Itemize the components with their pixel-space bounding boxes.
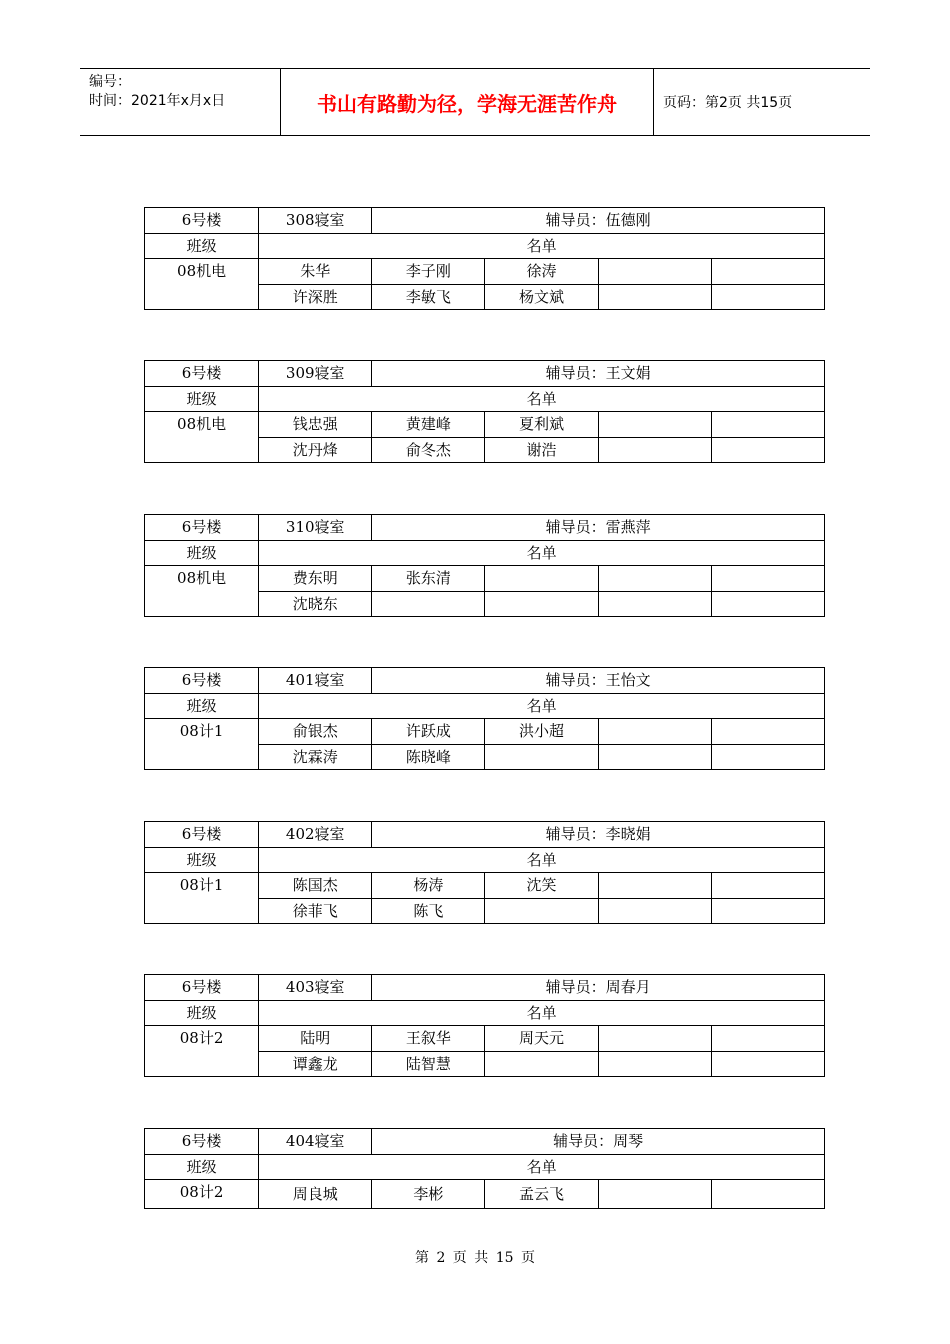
class-name-cell: 08机电 [145,259,259,310]
student-name-cell: 杨涛 [372,873,485,899]
building-cell: 6号楼 [145,208,259,234]
room-number-cell: 308寝室 [259,208,372,234]
student-name-cell: 徐涛 [485,259,598,285]
building-cell: 6号楼 [145,361,259,387]
student-name-cell [598,284,711,310]
names-header-cell: 名单 [259,1154,825,1180]
room-info-row [145,515,825,541]
student-name-cell: 陈国杰 [259,873,372,899]
student-name-cell: 张东清 [372,566,485,592]
student-row [145,412,825,438]
class-header-cell: 班级 [145,386,259,412]
class-header-cell: 班级 [145,540,259,566]
counselor-cell: 辅导员：李晓娟 [372,822,825,848]
class-name-cell: 08计2 [145,1026,259,1077]
student-name-cell [598,873,711,899]
document-number: 编号： [89,74,131,90]
room-number-cell: 401寝室 [259,668,372,694]
header-motto: 书山有路勤为径，学海无涯苦作舟 [281,69,654,135]
class-name-cell: 08机电 [145,412,259,463]
student-name-cell: 杨文斌 [485,284,598,310]
student-name-cell [485,898,598,924]
building-cell: 6号楼 [145,668,259,694]
dorm-room-table [144,360,825,463]
student-name-cell: 沈晓东 [259,591,372,617]
student-name-cell [485,566,598,592]
class-header-cell: 班级 [145,693,259,719]
student-name-cell: 沈丹烽 [259,437,372,463]
student-name-cell [711,744,824,770]
student-name-cell [711,873,824,899]
building-cell: 6号楼 [145,515,259,541]
room-number-cell: 403寝室 [259,975,372,1001]
room-info-row [145,975,825,1001]
student-row [145,873,825,899]
room-info-row [145,361,825,387]
building-cell: 6号楼 [145,975,259,1001]
dorm-room-table [144,207,825,310]
student-name-cell [372,591,485,617]
student-name-cell [711,719,824,745]
student-name-cell [485,1051,598,1077]
names-header-cell: 名单 [259,540,825,566]
class-name-cell: 08计1 [145,873,259,924]
building-cell: 6号楼 [145,822,259,848]
page-header [80,68,870,136]
names-header-cell: 名单 [259,847,825,873]
column-header-row [145,693,825,719]
student-name-cell [598,1026,711,1052]
student-row [145,259,825,285]
names-header-cell: 名单 [259,693,825,719]
student-name-cell [598,1180,711,1209]
header-meta [80,69,281,135]
column-header-row [145,233,825,259]
student-name-cell: 许深胜 [259,284,372,310]
student-name-cell [711,412,824,438]
student-name-cell [598,566,711,592]
student-name-cell [711,1026,824,1052]
student-name-cell: 陈飞 [372,898,485,924]
counselor-cell: 辅导员：雷燕萍 [372,515,825,541]
column-header-row [145,847,825,873]
class-header-cell: 班级 [145,1000,259,1026]
student-name-cell: 陈晓峰 [372,744,485,770]
student-name-cell [711,591,824,617]
student-name-cell [598,259,711,285]
student-name-cell [711,284,824,310]
student-name-cell [711,1051,824,1077]
dorm-room-table [144,514,825,617]
student-name-cell: 俞冬杰 [372,437,485,463]
names-header-cell: 名单 [259,233,825,259]
room-number-cell: 404寝室 [259,1129,372,1155]
student-row [145,719,825,745]
class-header-cell: 班级 [145,847,259,873]
student-name-cell: 李敏飞 [372,284,485,310]
column-header-row [145,1154,825,1180]
student-name-cell [711,259,824,285]
student-name-cell: 沈笑 [485,873,598,899]
names-header-cell: 名单 [259,386,825,412]
student-name-cell: 谢浩 [485,437,598,463]
document-time: 时间：2021年x月x日 [89,93,226,109]
room-info-row [145,208,825,234]
student-name-cell [711,1180,824,1209]
dorm-room-table [144,1128,825,1209]
room-info-row [145,822,825,848]
class-name-cell: 08机电 [145,566,259,617]
student-row [145,566,825,592]
student-name-cell: 王叙华 [372,1026,485,1052]
class-name-cell: 08计2 [145,1180,259,1209]
room-info-row [145,1129,825,1155]
column-header-row [145,1000,825,1026]
student-name-cell: 朱华 [259,259,372,285]
dorm-room-table [144,667,825,770]
counselor-cell: 辅导员：周春月 [372,975,825,1001]
counselor-cell: 辅导员：王怡文 [372,668,825,694]
student-name-cell: 陆智慧 [372,1051,485,1077]
student-name-cell: 黄建峰 [372,412,485,438]
student-name-cell: 许跃成 [372,719,485,745]
counselor-cell: 辅导员：王文娟 [372,361,825,387]
student-name-cell [598,744,711,770]
counselor-cell: 辅导员：伍德刚 [372,208,825,234]
student-name-cell: 李彬 [372,1180,485,1209]
student-name-cell: 夏利斌 [485,412,598,438]
student-name-cell: 洪小超 [485,719,598,745]
student-name-cell [711,898,824,924]
building-cell: 6号楼 [145,1129,259,1155]
student-name-cell [711,566,824,592]
student-name-cell: 沈霖涛 [259,744,372,770]
student-name-cell [485,591,598,617]
student-name-cell [485,744,598,770]
class-header-cell: 班级 [145,233,259,259]
student-name-cell [598,719,711,745]
names-header-cell: 名单 [259,1000,825,1026]
student-row [145,1026,825,1052]
room-number-cell: 310寝室 [259,515,372,541]
class-name-cell: 08计1 [145,719,259,770]
student-name-cell: 徐菲飞 [259,898,372,924]
student-name-cell [598,898,711,924]
student-name-cell: 俞银杰 [259,719,372,745]
student-name-cell [598,1051,711,1077]
student-row [145,1180,825,1209]
page-footer: 第 2 页 共 15 页 [415,1250,535,1266]
student-name-cell: 李子刚 [372,259,485,285]
student-name-cell [711,437,824,463]
column-header-row [145,386,825,412]
header-page-info: 页码：第2页 共15页 [663,95,793,111]
student-name-cell [598,591,711,617]
student-name-cell [598,412,711,438]
student-name-cell: 钱忠强 [259,412,372,438]
room-info-row [145,668,825,694]
student-name-cell: 周良城 [259,1180,372,1209]
class-header-cell: 班级 [145,1154,259,1180]
student-name-cell: 陆明 [259,1026,372,1052]
student-name-cell [598,437,711,463]
column-header-row [145,540,825,566]
room-number-cell: 402寝室 [259,822,372,848]
counselor-cell: 辅导员：周琴 [372,1129,825,1155]
student-name-cell: 费东明 [259,566,372,592]
student-name-cell: 孟云飞 [485,1180,598,1209]
room-number-cell: 309寝室 [259,361,372,387]
student-name-cell: 周天元 [485,1026,598,1052]
dorm-room-table [144,821,825,924]
dorm-room-table [144,974,825,1077]
student-name-cell: 谭鑫龙 [259,1051,372,1077]
